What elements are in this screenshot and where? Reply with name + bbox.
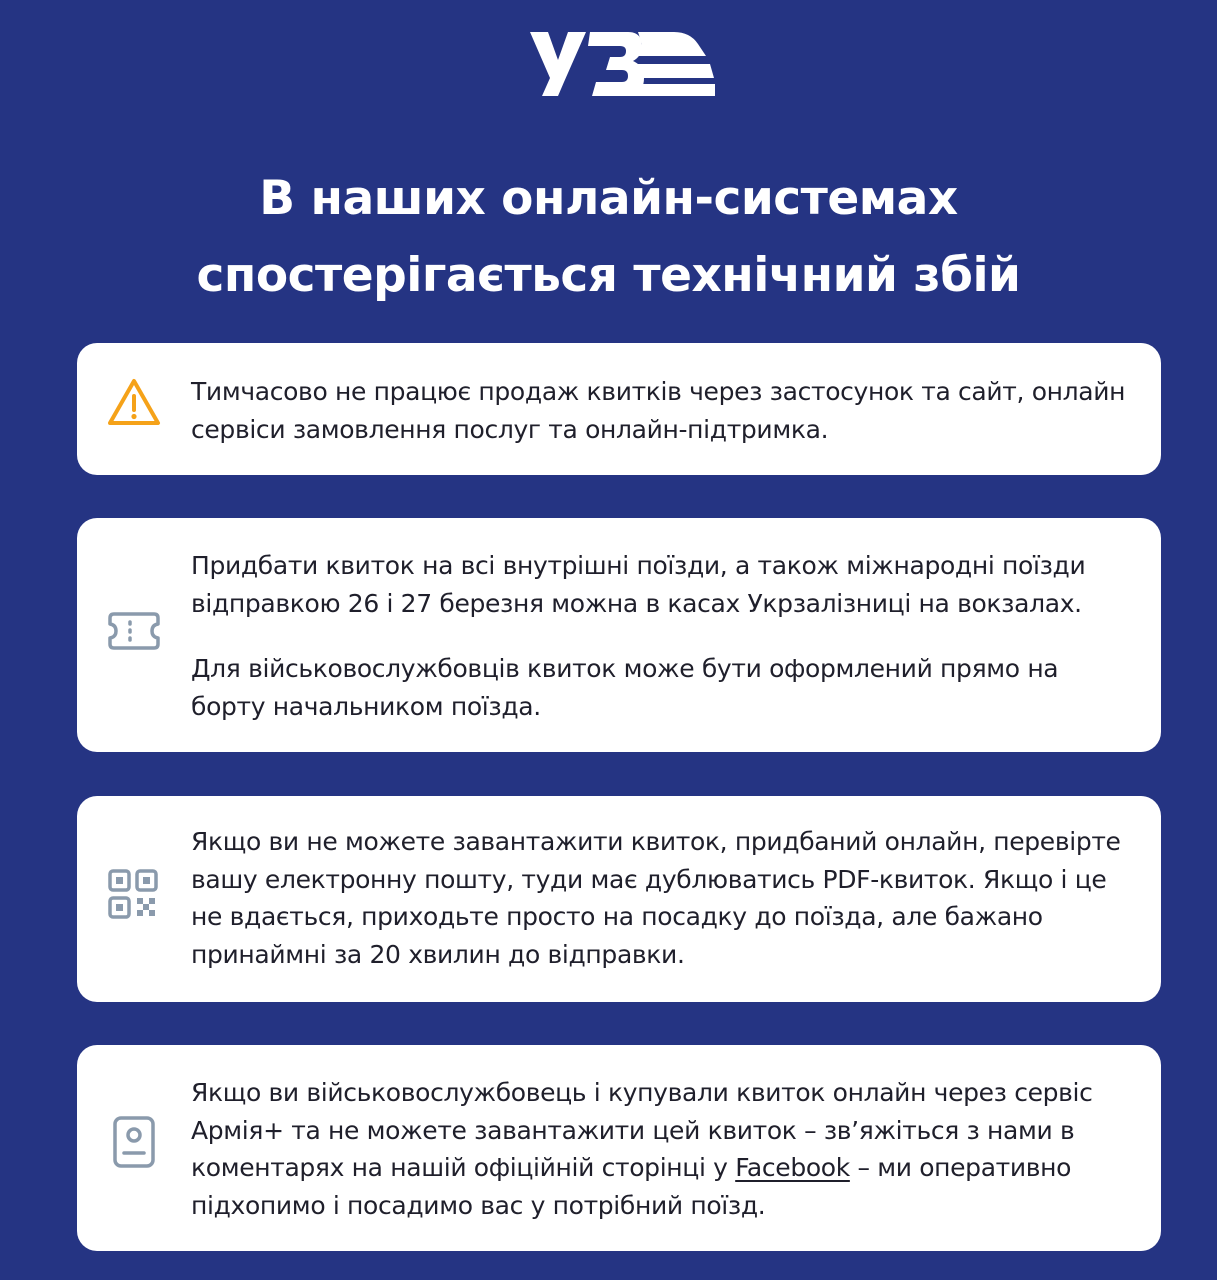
info-card-military-army-plus [77, 1045, 1161, 1251]
card-paragraph [191, 1074, 1137, 1224]
card-paragraph: Якщо ви не можете завантажити квиток, придбаний онлайн, перевірте вашу електронну пошту, туди має дублюватись PDF-квиток. Якщо і це не вдається, приходьте просто на посадку до поїзда, але бажано принаймні за 20 хвилин до відправки. [191, 827, 1121, 969]
card-paragraph: Придбати квиток на всі внутрішні поїзди, а також міжнародні поїзди відправкою 26 і 27 березня можна в касах Укрзалізниці на вокзалах. [191, 551, 1086, 618]
info-card-download-ticket [77, 796, 1161, 1002]
page-title-line-1: В наших онлайн-системах [259, 171, 958, 226]
info-card-online-unavailable [77, 343, 1161, 475]
facebook-link[interactable]: Facebook [735, 1153, 850, 1182]
card-text-before-link: Якщо ви військовослужбовець і купували квиток онлайн через сервіс Армія+ та не можете завантажити цей квиток – зв’яжіться з нами в коментарях на нашій офіційній сторінці у [191, 1078, 1093, 1182]
card-text [191, 823, 1137, 973]
card-text [191, 1074, 1137, 1224]
ticket-icon [105, 602, 163, 660]
page-title-line-2: спостерігається технічний збій [196, 248, 1021, 303]
qr-code-icon [105, 866, 163, 924]
uz-logo [520, 30, 715, 100]
card-paragraph: Тимчасово не працює продаж квитків через застосунок та сайт, онлайн сервіси замовлення послуг та онлайн-підтримка. [191, 377, 1126, 444]
card-text [191, 547, 1137, 725]
id-card-icon [105, 1113, 163, 1171]
card-text [191, 373, 1137, 448]
card-paragraph: Для військовослужбовців квиток може бути оформлений прямо на борту начальником поїзда. [191, 654, 1059, 721]
card-text-after-link: – ми оперативно підхопимо і посадимо вас у потрібний поїзд. [191, 1153, 1072, 1220]
info-card-buy-at-station [77, 518, 1161, 752]
uz-logo-mark [520, 30, 715, 100]
warning-icon [105, 373, 163, 431]
page-title [0, 160, 1217, 314]
